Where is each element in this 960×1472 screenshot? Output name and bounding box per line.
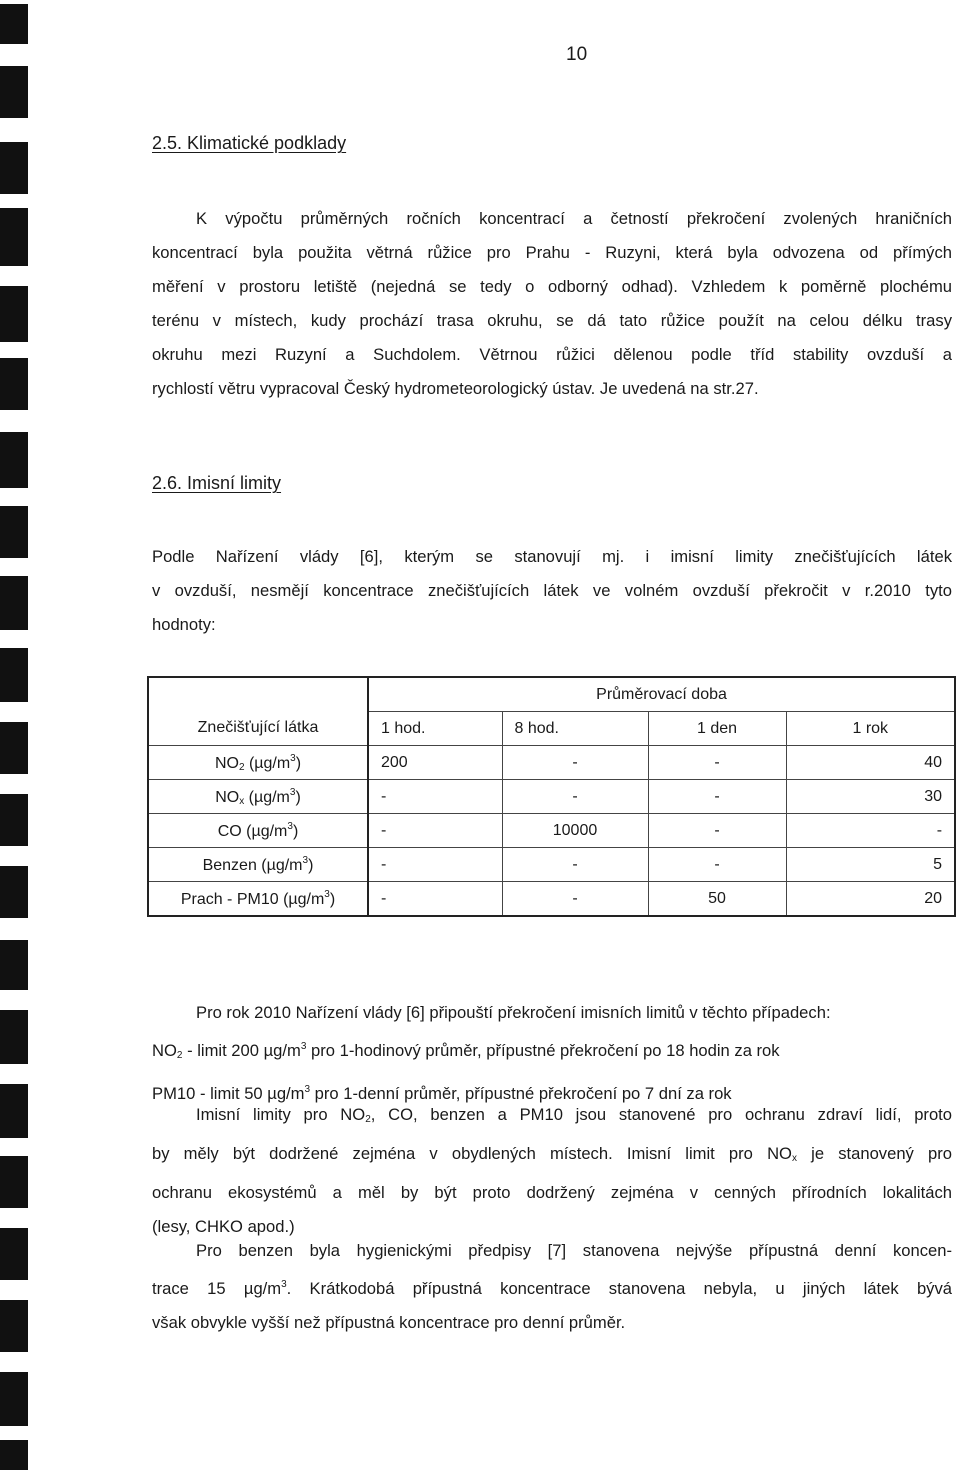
table-cell: - [502,780,648,814]
table-cell: 200 [368,746,502,780]
binding-mark [0,794,28,846]
binding-mark [0,1010,28,1064]
binding-mark [0,1300,28,1352]
text-line: K výpočtu průměrných ročních koncentrací a četností překročení zvolených hraničních [196,209,952,228]
pollutant-name: $NO_x$ $(\mu g/m^3)$ [148,780,368,814]
table-cell: - [502,848,648,882]
climate-paragraph [152,202,952,406]
text-line: Imisní limity pro $NO_2$, CO, benzen a PM10 jsou stanovené pro ochranu zdraví lidí, proto [196,1105,953,1125]
binding-mark [0,208,28,266]
table-row [148,814,955,848]
table-row [148,780,955,814]
period-header: 1 den [648,712,786,746]
period-header: 1 rok [786,712,955,746]
benzene-paragraph [152,1234,952,1340]
table-cell: - [648,814,786,848]
binding-mark [0,940,28,990]
table-cell: 40 [786,746,955,780]
binding-mark [0,358,28,410]
binding-mark [0,506,28,558]
table-header-row [148,712,955,746]
section-heading-limits: 2.6. Imisní limity [152,473,282,493]
text-line: by měly být dodržené zejména v obydlených místech. Imisní limit pro $NO_x$ je stanovený pro [152,1144,952,1164]
table-cell: 5 [786,848,955,882]
binding-mark [0,432,28,488]
page-number: 10 [566,44,588,65]
table-cell: - [368,882,502,917]
binding-mark [0,1228,28,1280]
averaging-period-header: Průměrovací doba [368,677,955,712]
period-header: 8 hod. [502,712,648,746]
binding-mark [0,4,28,44]
limits-table [147,676,956,917]
pollutant-name: Prach - PM10 $(\mu g/m^3)$ [148,882,368,917]
text-line: rychlostí větru vypracoval Český hydrometeorologický ústav. Je uvedená na str.27. [152,379,759,398]
table-cell: - [648,780,786,814]
table-cell: 10000 [502,814,648,848]
text-line: trace 15 $\mu g/m^3$. Krátkodobá přípustná koncentrace stanovena nebyla, u jiných látek bývá [152,1279,952,1298]
text-line: terénu v místech, kudy prochází trasa okruhu, se dá tato růžice použít na celou délku trasy [152,311,952,330]
pm10-limit-line: PM10 - limit 50 $\mu g/m^3$ pro 1-denní průměr, přípustné překročení po 7 dní za rok [152,1084,732,1103]
text-line: okruhu mezi Ruzyní a Suchdolem. Větrnou růžici dělenou podle tříd stability ovzduší a [152,345,952,364]
table-cell: - [502,882,648,917]
binding-mark [0,866,28,918]
table-cell: 20 [786,882,955,917]
text-line: (lesy, CHKO apod.) [152,1217,295,1236]
table-header-row [148,677,955,712]
table-cell: - [648,746,786,780]
text-line: Podle Nařízení vlády [6], kterým se stanovují mj. i imisní limity znečišťujících látek [152,547,952,566]
table-cell: - [502,746,648,780]
table-cell: - [368,814,502,848]
exceedance-paragraph [152,996,952,1111]
text-line: koncentrací byla použita větrná růžice pro Prahu - Ruzyni, která byla odvozena od přímých [152,243,952,262]
binding-mark [0,142,28,194]
binding-mark [0,648,28,702]
section-heading-climate: 2.5. Klimatické podklady [152,133,347,153]
text-line: měření v prostoru letiště (nejedná se tedy o odborný odhad). Vzhledem k poměrně plochému [152,277,952,296]
pollutant-name: Benzen $(\mu g/m^3)$ [148,848,368,882]
binding-mark [0,722,28,774]
limits-paragraph [152,540,952,642]
text-line: v ovzduší, nesmějí koncentrace znečišťujících látek ve volném ovzduší překročit v r.2010 tyto [152,581,952,600]
no2-limit-line: $NO_2$ - limit 200 $\mu g/m^3$ pro 1-hodinový průměr, přípustné překročení po 18 hodin za rok [152,1041,780,1061]
text-line: hodnoty: [152,615,216,634]
table-cell: - [368,848,502,882]
binding-mark [0,66,28,118]
binding-mark [0,1372,28,1426]
table-row [148,882,955,917]
table-cell: - [648,848,786,882]
table-cell: 30 [786,780,955,814]
table-cell: - [786,814,955,848]
period-header: 1 hod. [368,712,502,746]
binding-mark [0,1084,28,1138]
pollutant-header: Znečišťující látka [148,712,368,746]
protection-paragraph [152,1098,952,1244]
text-line: však obvykle vyšší než přípustná koncentrace pro denní průměr. [152,1313,626,1332]
pollutant-name: $NO_2$ $(\mu g/m^3)$ [148,746,368,780]
binding-mark [0,286,28,342]
table-row [148,746,955,780]
pollutant-name: CO $(\mu g/m^3)$ [148,814,368,848]
binding-marks [0,0,40,1472]
table-cell: 50 [648,882,786,917]
binding-mark [0,1440,28,1470]
text-line: Pro benzen byla hygienickými předpisy [7] stanovena nejvýše přípustná denní koncen- [196,1241,952,1260]
text-line: ochranu ekosystémů a měl by být proto dodržený zejména v cenných přírodních lokalitách [152,1183,952,1202]
table-cell: - [368,780,502,814]
binding-mark [0,1156,28,1208]
text-line: Pro rok 2010 Nařízení vlády [6] připouští překročení imisních limitů v těchto případech: [196,1003,831,1022]
binding-mark [0,576,28,630]
table-row [148,848,955,882]
